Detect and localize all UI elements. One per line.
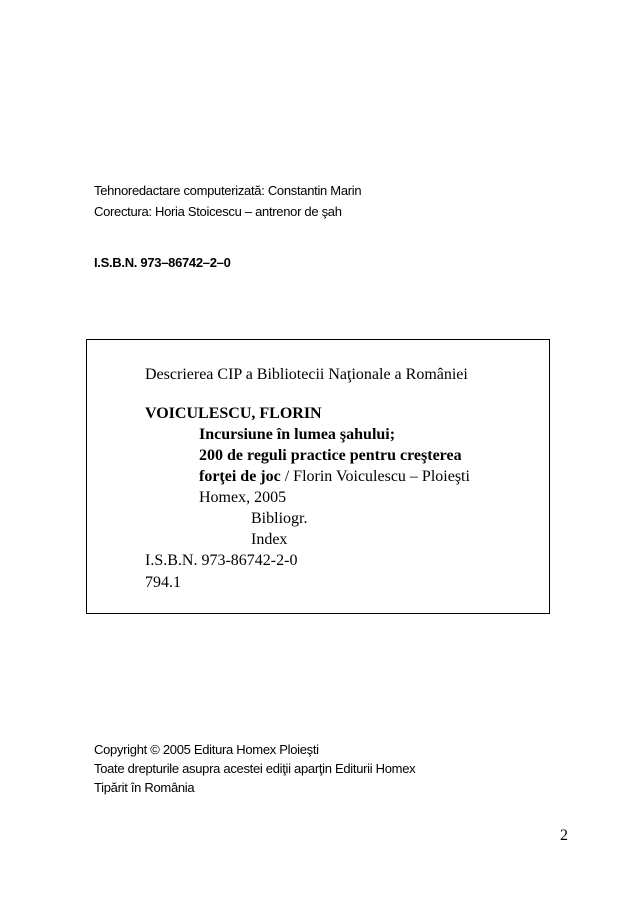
copyright-line: Copyright © 2005 Editura Homex Ploieşti — [94, 742, 319, 757]
typesetting-credit: Tehnoredactare computerizată: Constantin Marin — [94, 183, 362, 198]
printed-line: Tipărit în România — [94, 780, 195, 795]
cip-title-line-1: Incursiune în lumea şahului; — [199, 426, 396, 443]
rights-line: Toate drepturile asupra acestei ediţii aparţin Editurii Homex — [94, 761, 416, 776]
cip-isbn: I.S.B.N. 973-86742-2-0 — [145, 552, 298, 569]
cip-classification: 794.1 — [145, 574, 181, 591]
cip-publisher: Homex, 2005 — [199, 489, 287, 506]
cip-author: VOICULESCU, FLORIN — [145, 405, 322, 422]
page-number: 2 — [560, 827, 568, 844]
cip-title-line-3 — [199, 468, 470, 486]
isbn-label: I.S.B.N. 973–86742–2–0 — [94, 255, 231, 270]
cip-title-line-3-bold: forţei de joc — [199, 468, 281, 485]
credits-block — [94, 180, 361, 222]
cip-title-line-3-rest: / Florin Voiculescu – Ploieşti — [280, 468, 470, 485]
cip-description-box — [86, 339, 550, 614]
cip-bibliography: Bibliogr. — [251, 510, 308, 527]
cip-heading: Descrierea CIP a Bibliotecii Naţionale a României — [145, 366, 468, 383]
cip-index: Index — [251, 531, 288, 548]
cip-title-line-2: 200 de reguli practice pentru creşterea — [199, 447, 462, 464]
proofreading-credit: Corectura: Horia Stoicescu – antrenor de şah — [94, 204, 342, 219]
footer-block — [94, 740, 415, 797]
